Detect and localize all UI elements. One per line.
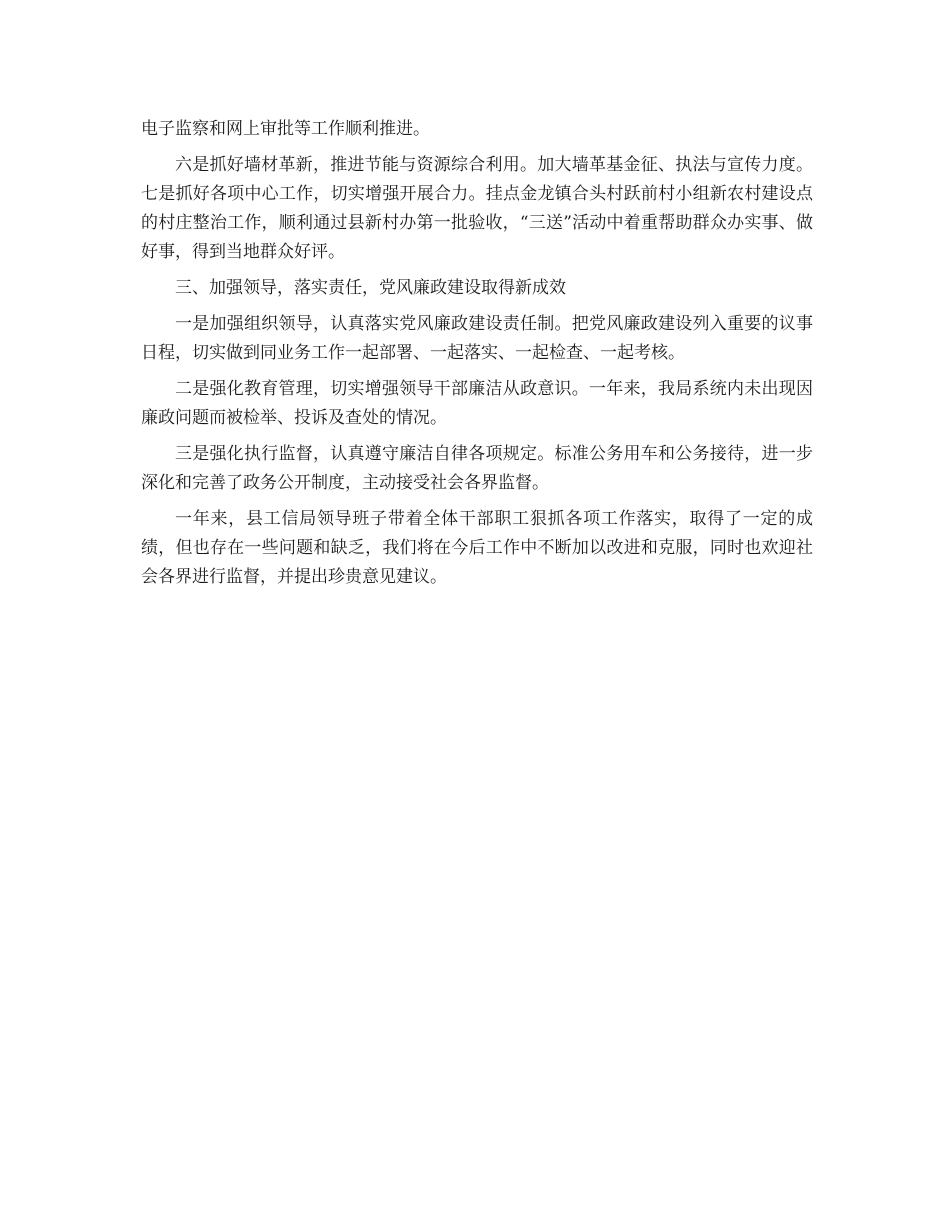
document-body: [141, 115, 813, 599]
paragraph-1: 电子监察和网上审批等工作顺利推进。: [141, 119, 430, 139]
paragraph-7: 一年来，县工信局领导班子带着全体干部职工狠抓各项工作落实，取得了一定的成绩，但也存在一些问题和缺乏，我们将在今后工作中不断加以改进和克服，同时也欢迎社会各界进行监督，并提出珍贵意见建议。: [141, 509, 813, 587]
paragraph-5: 二是强化教育管理，切实增强领导干部廉洁从政意识。一年来，我局系统内未出现因廉政问题而被检举、投诉及查处的情况。: [141, 379, 813, 428]
paragraph-6: 三是强化执行监督，认真遵守廉洁自律各项规定。标准公务用车和公务接待，进一步深化和完善了政务公开制度，主动接受社会各界监督。: [141, 444, 813, 493]
paragraph-2: 六是抓好墙材革新，推进节能与资源综合利用。加大墙革基金征、执法与宣传力度。七是抓好各项中心工作，切实增强开展合力。挂点金龙镇合头村跃前村小组新农村建设点的村庄整治工作，顺利通过县新村办第一批验收，“三送”活动中着重帮助群众办实事、做好事，得到当地群众好评。: [141, 155, 813, 262]
section-heading: 三、加强领导，落实责任，党风廉政建设取得新成效: [175, 278, 566, 298]
paragraph-4: 一是加强组织领导，认真落实党风廉政建设责任制。把党风廉政建设列入重要的议事日程，切实做到同业务工作一起部署、一起落实、一起检查、一起考核。: [141, 314, 813, 363]
